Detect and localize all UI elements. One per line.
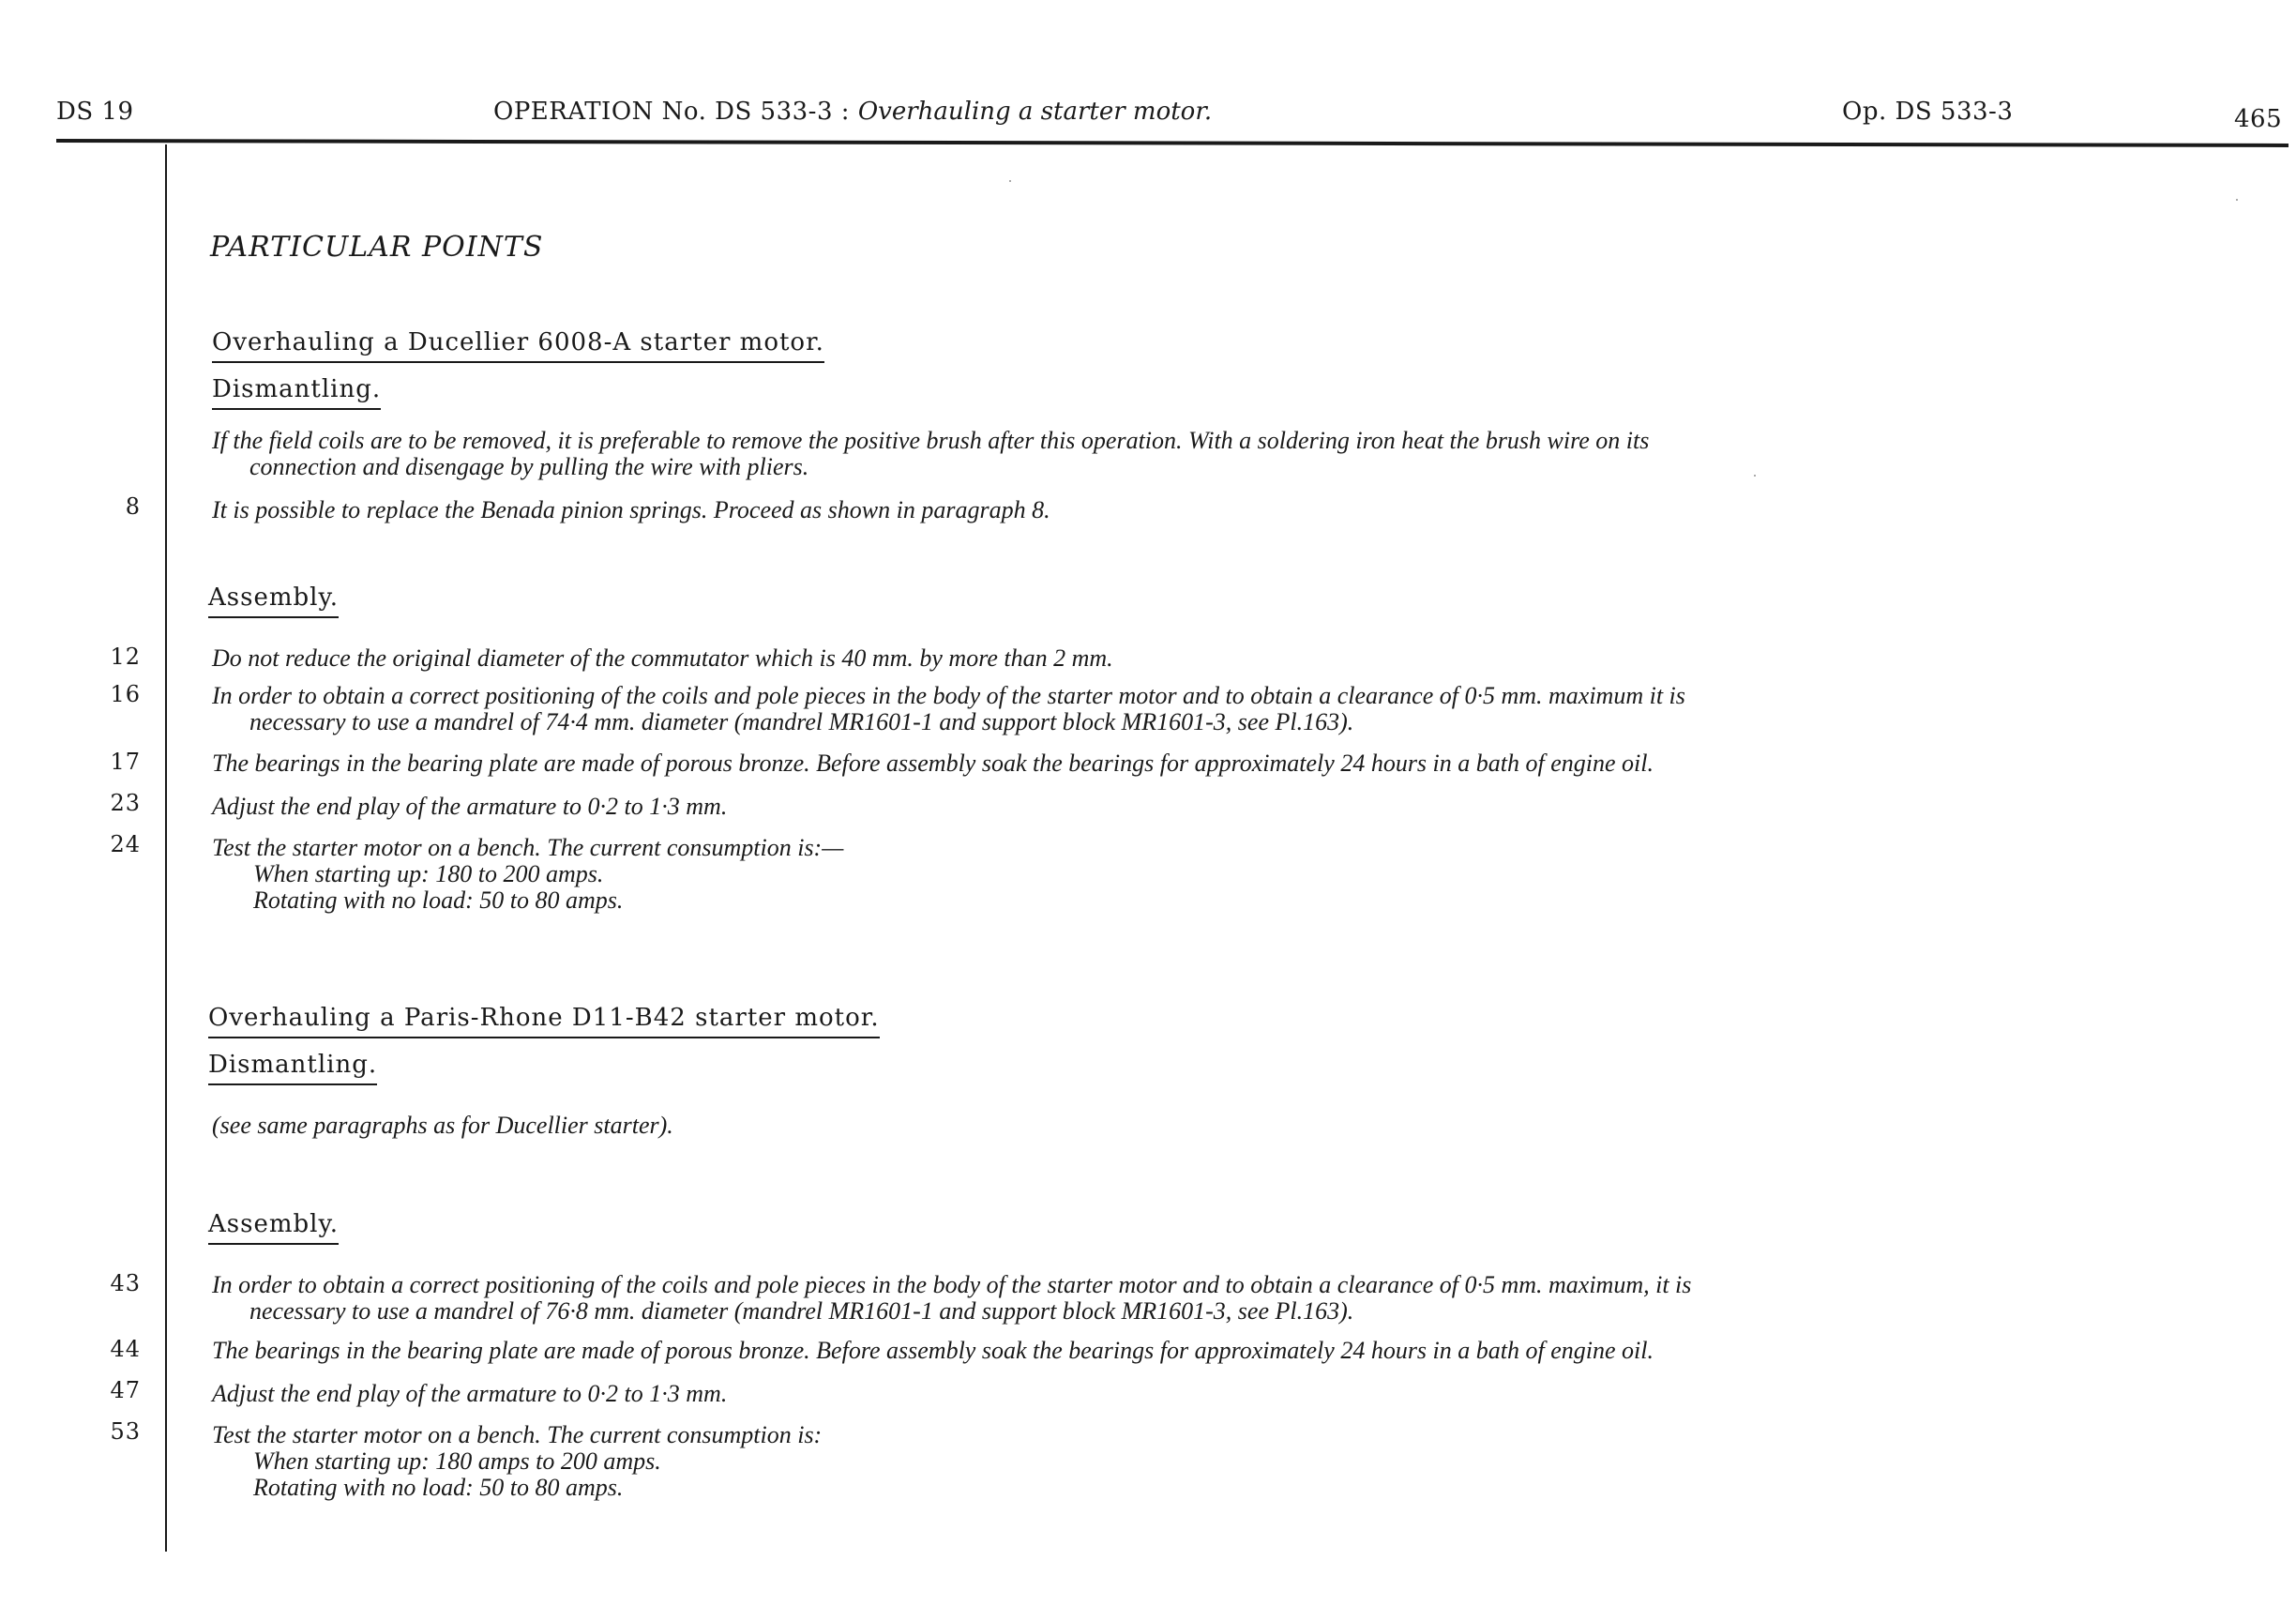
paragraph-number: 23 — [110, 790, 141, 816]
paragraph-line: The bearings in the bearing plate are made of porous bronze. Before assembly soak the bearings for approximately 24 hours in a bath of engine oil. — [212, 1337, 1654, 1364]
paragraph-line: It is possible to replace the Benada pinion springs. Proceed as shown in paragraph 8. — [212, 496, 1050, 523]
paragraph — [212, 1422, 1863, 1501]
paragraph-number: 44 — [110, 1336, 141, 1362]
header-op-reference: Op. DS 533-3 — [1842, 98, 2014, 126]
paragraph-number: 47 — [110, 1377, 141, 1403]
paragraph-line: Adjust the end play of the armature to 0·2 to 1·3 mm. — [212, 793, 728, 820]
paragraph-line: (see same paragraphs as for Ducellier starter). — [212, 1112, 673, 1139]
paragraph-line: The bearings in the bearing plate are made of porous bronze. Before assembly soak the bearings for approximately 24 hours in a bath of engine oil. — [212, 750, 1654, 777]
header-model: DS 19 — [56, 98, 134, 126]
scan-speck — [1009, 180, 1011, 182]
assembly-label: Assembly. — [208, 583, 339, 618]
paragraph — [212, 645, 1863, 672]
paragraph — [212, 1113, 1863, 1139]
paragraph — [212, 794, 1863, 820]
header-operation-description: Overhauling a starter motor. — [857, 98, 1213, 126]
paragraph-line: necessary to use a mandrel of 74·4 mm. diameter (mandrel MR1601-1 and support block MR1601-3, see Pl.163). — [249, 708, 1354, 735]
paragraph-line: Test the starter motor on a bench. The current consumption is:— — [212, 834, 844, 861]
paragraph-line: When starting up: 180 amps to 200 amps. — [253, 1447, 661, 1475]
header-operation-number: OPERATION No. DS 533-3 : — [493, 98, 858, 126]
dismantling-label: Dismantling. — [208, 1051, 377, 1085]
paragraph-line: Do not reduce the original diameter of the commutator which is 40 mm. by more than 2 mm. — [212, 644, 1113, 672]
paragraph — [212, 497, 1863, 523]
margin-rule — [165, 144, 167, 1552]
paragraph-line: Adjust the end play of the armature to 0·2 to 1·3 mm. — [212, 1380, 728, 1407]
paragraph — [212, 683, 1863, 735]
paragraph — [212, 835, 1863, 914]
paragraph — [212, 1338, 1863, 1364]
section-heading-paris-rhone: Overhauling a Paris-Rhone D11-B42 starter motor. — [208, 1004, 880, 1038]
paragraph — [212, 1272, 1863, 1325]
assembly-label: Assembly. — [208, 1210, 339, 1245]
scan-speck — [2236, 199, 2238, 201]
paragraph-number: 53 — [110, 1418, 141, 1445]
paragraph-line: In order to obtain a correct positioning of the coils and pole pieces in the body of the starter motor and to obtain a clearance of 0·5 mm. maximum, it is — [212, 1271, 1692, 1298]
paragraph-line: Test the starter motor on a bench. The current consumption is: — [212, 1421, 823, 1448]
paragraph-line: connection and disengage by pulling the wire with pliers. — [249, 453, 809, 480]
section-heading-ducellier: Overhauling a Ducellier 6008-A starter motor. — [212, 328, 824, 363]
paragraph-number: 12 — [110, 644, 141, 670]
paragraph — [212, 428, 1863, 480]
paragraph-number: 17 — [110, 749, 141, 775]
paragraph — [212, 750, 1863, 777]
header-operation-title — [493, 98, 1212, 126]
paragraph-number: 8 — [125, 493, 141, 520]
page-number: 465 — [2234, 105, 2283, 133]
page-title: PARTICULAR POINTS — [210, 231, 544, 264]
paragraph-line: Rotating with no load: 50 to 80 amps. — [253, 886, 624, 914]
paragraph — [212, 1381, 1863, 1407]
paragraph-line: Rotating with no load: 50 to 80 amps. — [253, 1474, 624, 1501]
header-rule — [56, 139, 2288, 147]
dismantling-label: Dismantling. — [212, 375, 381, 410]
paragraph-line: In order to obtain a correct positioning of the coils and pole pieces in the body of the starter motor and to obtain a clearance of 0·5 mm. maximum it is — [212, 682, 1685, 709]
paragraph-number: 16 — [110, 681, 141, 707]
paragraph-number: 24 — [110, 831, 141, 857]
paragraph-line: If the field coils are to be removed, it is preferable to remove the positive brush after this operation. With a soldering iron heat the brush wire on its — [212, 427, 1650, 454]
paragraph-number: 43 — [110, 1270, 141, 1296]
paragraph-line: When starting up: 180 to 200 amps. — [253, 860, 604, 887]
paragraph-line: necessary to use a mandrel of 76·8 mm. diameter (mandrel MR1601-1 and support block MR1601-3, see Pl.163). — [249, 1297, 1354, 1325]
